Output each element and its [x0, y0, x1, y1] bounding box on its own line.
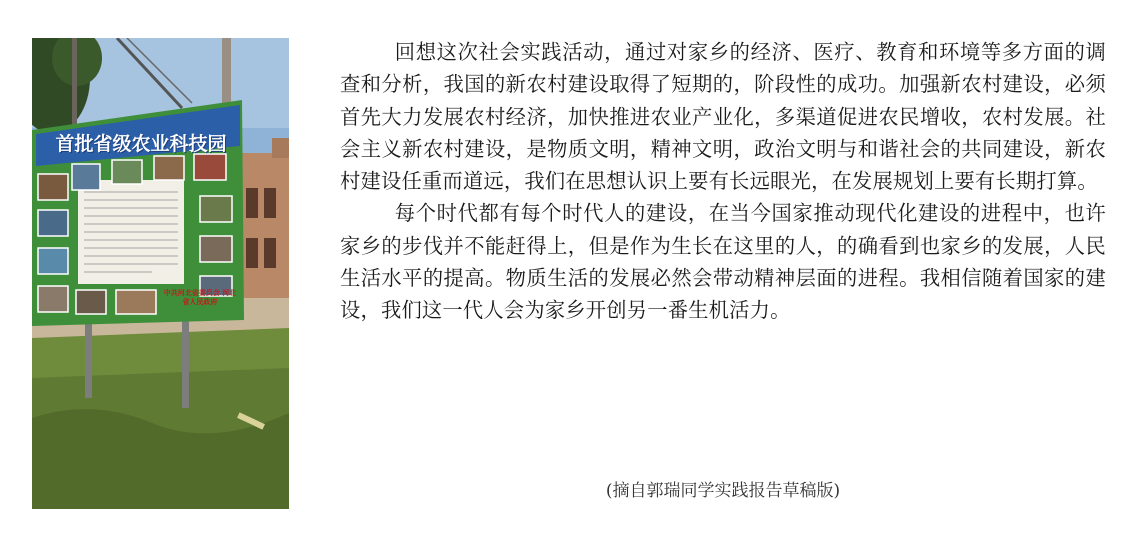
- article-body: [340, 36, 1106, 327]
- sign-photo-illustration: [32, 38, 289, 509]
- sign-org-label: 中共河北省委员会 河北省人民政府: [163, 289, 237, 306]
- sign-title: 首批省级农业科技园: [55, 133, 227, 155]
- paragraph-2: 每个时代都有每个时代人的建设，在当今国家推动现代化建设的进程中，也许家乡的步伐并不能赶得上，但是作为生长在这里的人，的确看到也家乡的发展，人民生活水平的提高。物质生活的发展必然会带动精神层面的进程。我相信随着国家的建设，我们这一代人会为家乡开创另一番生机活力。: [340, 201, 1106, 323]
- source-caption: (摘自郭瑞同学实践报告草稿版): [605, 481, 841, 501]
- paragraph-1: 回想这次社会实践活动，通过对家乡的经济、医疗、教育和环境等多方面的调查和分析，我国的新农村建设取得了短期的，阶段性的成功。加强新农村建设，必须首先大力发展农村经济，加快推进农业产业化，多渠道促进农民增收，农村发展。社会主义新农村建设，是物质文明，精神文明，政治文明与和谐社会的共同建设，新农村建设任重而道远，我们在思想认识上要有长远眼光，在发展规划上要有长期打算。: [340, 40, 1106, 194]
- sign-photo: [32, 38, 289, 509]
